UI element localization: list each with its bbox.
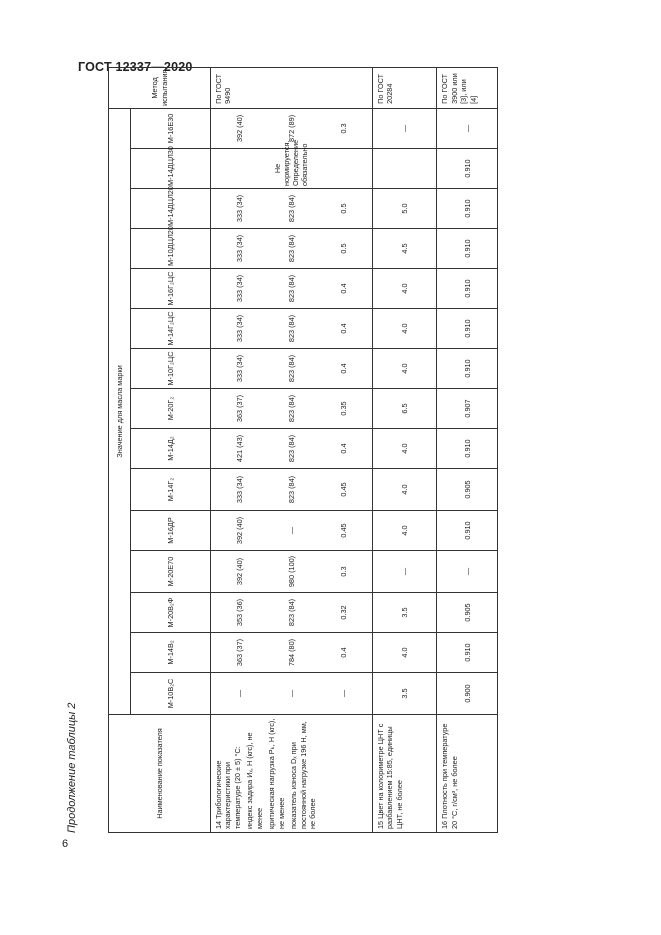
row14-sub1: индекс задира Иₓ, Н (кгс), не менее <box>245 732 264 829</box>
value-r14-c7-s2: 0.35 <box>339 401 349 416</box>
merged-note-cell: Не нормируется. Определение обязательно <box>211 149 373 189</box>
value-r14-c10-s2: 0.4 <box>339 283 349 294</box>
cell-stack-r14-c1 <box>213 635 370 670</box>
cell-row16-c11: 0.910 <box>437 229 498 269</box>
value-r14-c0-s1: — <box>286 689 296 698</box>
value-r14-c12-s2: 0.5 <box>339 203 349 214</box>
grade-header-3: М-20Е70 <box>131 551 211 593</box>
value-r14-c11-s2: 0.5 <box>339 243 349 254</box>
row14-sub2: критическая нагрузка Рₖ, Н (кгс), не менее <box>267 718 286 829</box>
grade-header-2: М-20В₂Ф <box>131 593 211 633</box>
value-r14-c11-s1: 823 (84) <box>286 234 296 263</box>
value-r14-c3-s2: 0.3 <box>339 566 349 577</box>
value-r14-c1-s0: 363 (37) <box>234 638 244 667</box>
row15-name: 15 Цвет на колориметре ЦНТ с разбавлением 15:85, единицы ЦНТ, не более <box>372 715 437 833</box>
value-r14-c9-s1: 823 (84) <box>286 314 296 343</box>
cell-row16-c8: 0.910 <box>437 349 498 389</box>
cell-row15-c1: 4.0 <box>372 633 437 673</box>
cell-row16-c7: 0.907 <box>437 389 498 429</box>
cell-r14-c5 <box>211 469 373 511</box>
properties-table <box>108 67 498 833</box>
grade-header-11: М-10ДЦЛ20 <box>131 229 211 269</box>
value-r14-c7-s0: 363 (37) <box>234 394 244 423</box>
value-r14-c4-s2: 0.45 <box>339 523 349 538</box>
cell-stack-r14-c9 <box>213 311 370 346</box>
grade-header-1: М-14В₂ <box>131 633 211 673</box>
cell-stack-r14-c7 <box>213 391 370 426</box>
grade-group-header: Значение для масла марки <box>109 108 131 714</box>
value-r14-c0-s0: — <box>234 689 244 698</box>
cell-stack-r14-c12 <box>213 191 370 226</box>
grade-header-6: М-14Д₂ <box>131 429 211 469</box>
value-r14-c1-s1: 784 (80) <box>286 638 296 667</box>
method-row16: По ГОСТ 3900 или [3], или [4] <box>437 67 498 108</box>
value-r14-c6-s2: 0.4 <box>339 443 349 454</box>
col-name-header: Наименование показателя <box>109 715 211 833</box>
cell-row15-c13 <box>372 149 437 189</box>
cell-row16-c1: 0.910 <box>437 633 498 673</box>
cell-r14-c3 <box>211 551 373 593</box>
grade-header-8: М-10Г₂ЦС <box>131 349 211 389</box>
grade-header-13: М-14ДЦЛ30 <box>131 149 211 189</box>
value-r14-c9-s0: 333 (34) <box>234 314 244 343</box>
page-number: 6 <box>62 838 69 850</box>
value-r14-c5-s1: 823 (84) <box>286 475 296 504</box>
row14-sub3: показатель износа Dₓ при постоянной нагрузке 196 Н, мм, не более <box>289 721 318 829</box>
value-r14-c10-s0: 333 (34) <box>234 274 244 303</box>
value-r14-c4-s0: 392 (40) <box>234 516 244 545</box>
cell-row15-c9: 4.0 <box>372 309 437 349</box>
cell-stack-r14-c5 <box>213 471 370 508</box>
value-r14-c8-s1: 823 (84) <box>286 354 296 383</box>
grade-header-9: М-14Г₂ЦС <box>131 309 211 349</box>
cell-stack-r14-c6 <box>213 431 370 466</box>
cell-stack-r14-c3 <box>213 553 370 590</box>
cell-row16-c10: 0.910 <box>437 269 498 309</box>
value-r14-c8-s0: 333 (34) <box>234 354 244 383</box>
cell-r14-c9 <box>211 309 373 349</box>
value-r14-c14-s1: 872 (89) <box>286 114 296 143</box>
cell-row16-c2: 0.905 <box>437 593 498 633</box>
cell-row15-c3: — <box>372 551 437 593</box>
cell-r14-c6 <box>211 429 373 469</box>
value-r14-c5-s0: 333 (34) <box>234 475 244 504</box>
value-r14-c12-s0: 333 (34) <box>234 194 244 223</box>
cell-stack-r14-c2 <box>213 595 370 630</box>
value-r14-c14-s2: 0.3 <box>339 123 349 134</box>
method-r14: По ГОСТ 9490 <box>211 67 373 108</box>
cell-row16-c4: 0.910 <box>437 511 498 551</box>
value-r14-c6-s1: 823 (84) <box>286 434 296 463</box>
cell-row15-c14: — <box>372 108 437 148</box>
value-r14-c11-s0: 333 (34) <box>234 234 244 263</box>
cell-row16-c5: 0.905 <box>437 469 498 511</box>
cell-r14-c12 <box>211 189 373 229</box>
cell-row15-c2: 3.5 <box>372 593 437 633</box>
value-r14-c3-s1: 980 (100) <box>286 555 296 588</box>
cell-r14-c10 <box>211 269 373 309</box>
cell-row15-c11: 4.5 <box>372 229 437 269</box>
value-r14-c4-s1: — <box>286 526 296 535</box>
rotated-table-container <box>108 69 498 833</box>
cell-row16-c3: — <box>437 551 498 593</box>
cell-stack-r14-c14 <box>213 111 370 146</box>
method-header: Метод испытания <box>109 67 211 108</box>
value-r14-c1-s2: 0.4 <box>339 647 349 658</box>
grade-header-14: М-16Е30 <box>131 108 211 148</box>
value-r14-c5-s2: 0.45 <box>339 482 349 497</box>
value-r14-c10-s1: 823 (84) <box>286 274 296 303</box>
cell-row15-c6: 4.0 <box>372 429 437 469</box>
cell-stack-r14-c0 <box>213 675 370 712</box>
cell-row16-c12: 0.910 <box>437 189 498 229</box>
value-r14-c2-s2: 0.32 <box>339 605 349 620</box>
document-header: ГОСТ 12337—2020 <box>78 60 193 74</box>
cell-stack-r14-c4 <box>213 513 370 548</box>
value-r14-c0-s2: — <box>339 689 349 698</box>
cell-row15-c12: 5.0 <box>372 189 437 229</box>
grade-header-12: М-14ДЦЛ20 <box>131 189 211 229</box>
grade-header-4: М-16ДР <box>131 511 211 551</box>
value-r14-c7-s1: 823 (84) <box>286 394 296 423</box>
cell-row15-c8: 4.0 <box>372 349 437 389</box>
cell-row16-c14: — <box>437 108 498 148</box>
cell-row16-c13: 0.910 <box>437 149 498 189</box>
cell-r14-c11 <box>211 229 373 269</box>
cell-r14-c0 <box>211 673 373 715</box>
cell-r14-c4 <box>211 511 373 551</box>
value-r14-c2-s0: 353 (36) <box>234 598 244 627</box>
value-r14-c12-s1: 823 (84) <box>286 194 296 223</box>
cell-stack-r14-c8 <box>213 351 370 386</box>
cell-r14-c8 <box>211 349 373 389</box>
cell-r14-c14 <box>211 108 373 148</box>
cell-row15-c5: 4.0 <box>372 469 437 511</box>
table-caption: Продолжение таблицы 2 <box>66 702 78 833</box>
cell-row15-c4: 4.0 <box>372 511 437 551</box>
value-r14-c8-s2: 0.4 <box>339 363 349 374</box>
value-r14-c14-s0: 392 (40) <box>234 114 244 143</box>
cell-row16-c6: 0.910 <box>437 429 498 469</box>
caption-container <box>60 702 90 835</box>
cell-row15-c7: 6.5 <box>372 389 437 429</box>
grade-header-7: М-20Г₂ <box>131 389 211 429</box>
value-r14-c2-s1: 823 (84) <box>286 598 296 627</box>
cell-stack-r14-c10 <box>213 271 370 306</box>
cell-r14-c7 <box>211 389 373 429</box>
value-r14-c9-s2: 0.4 <box>339 323 349 334</box>
row16-name: 16 Плотность при температуре 20 °С, г/см³, не более <box>437 715 498 833</box>
table-row-tribology <box>211 67 373 832</box>
cell-row15-c0: 3.5 <box>372 673 437 715</box>
value-r14-c3-s0: 392 (40) <box>234 557 244 586</box>
row14-title: 14 Трибологические характеристики при температуре (20 ± 5) °С: <box>214 746 242 829</box>
cell-r14-c2 <box>211 593 373 633</box>
grade-header-5: М-14Г₂ <box>131 469 211 511</box>
grade-header-0: М-10В₂С <box>131 673 211 715</box>
method-row15: По ГОСТ 20284 <box>372 67 437 108</box>
cell-r14-c1 <box>211 633 373 673</box>
table-row-density <box>437 67 498 832</box>
cell-row16-c0: 0.900 <box>437 673 498 715</box>
value-r14-c6-s0: 421 (43) <box>234 434 244 463</box>
row14-name <box>211 715 373 833</box>
cell-stack-r14-c11 <box>213 231 370 266</box>
grade-header-10: М-16Г₂ЦС <box>131 269 211 309</box>
cell-row16-c9: 0.910 <box>437 309 498 349</box>
table-row-color <box>372 67 437 832</box>
cell-row15-c10: 4.0 <box>372 269 437 309</box>
